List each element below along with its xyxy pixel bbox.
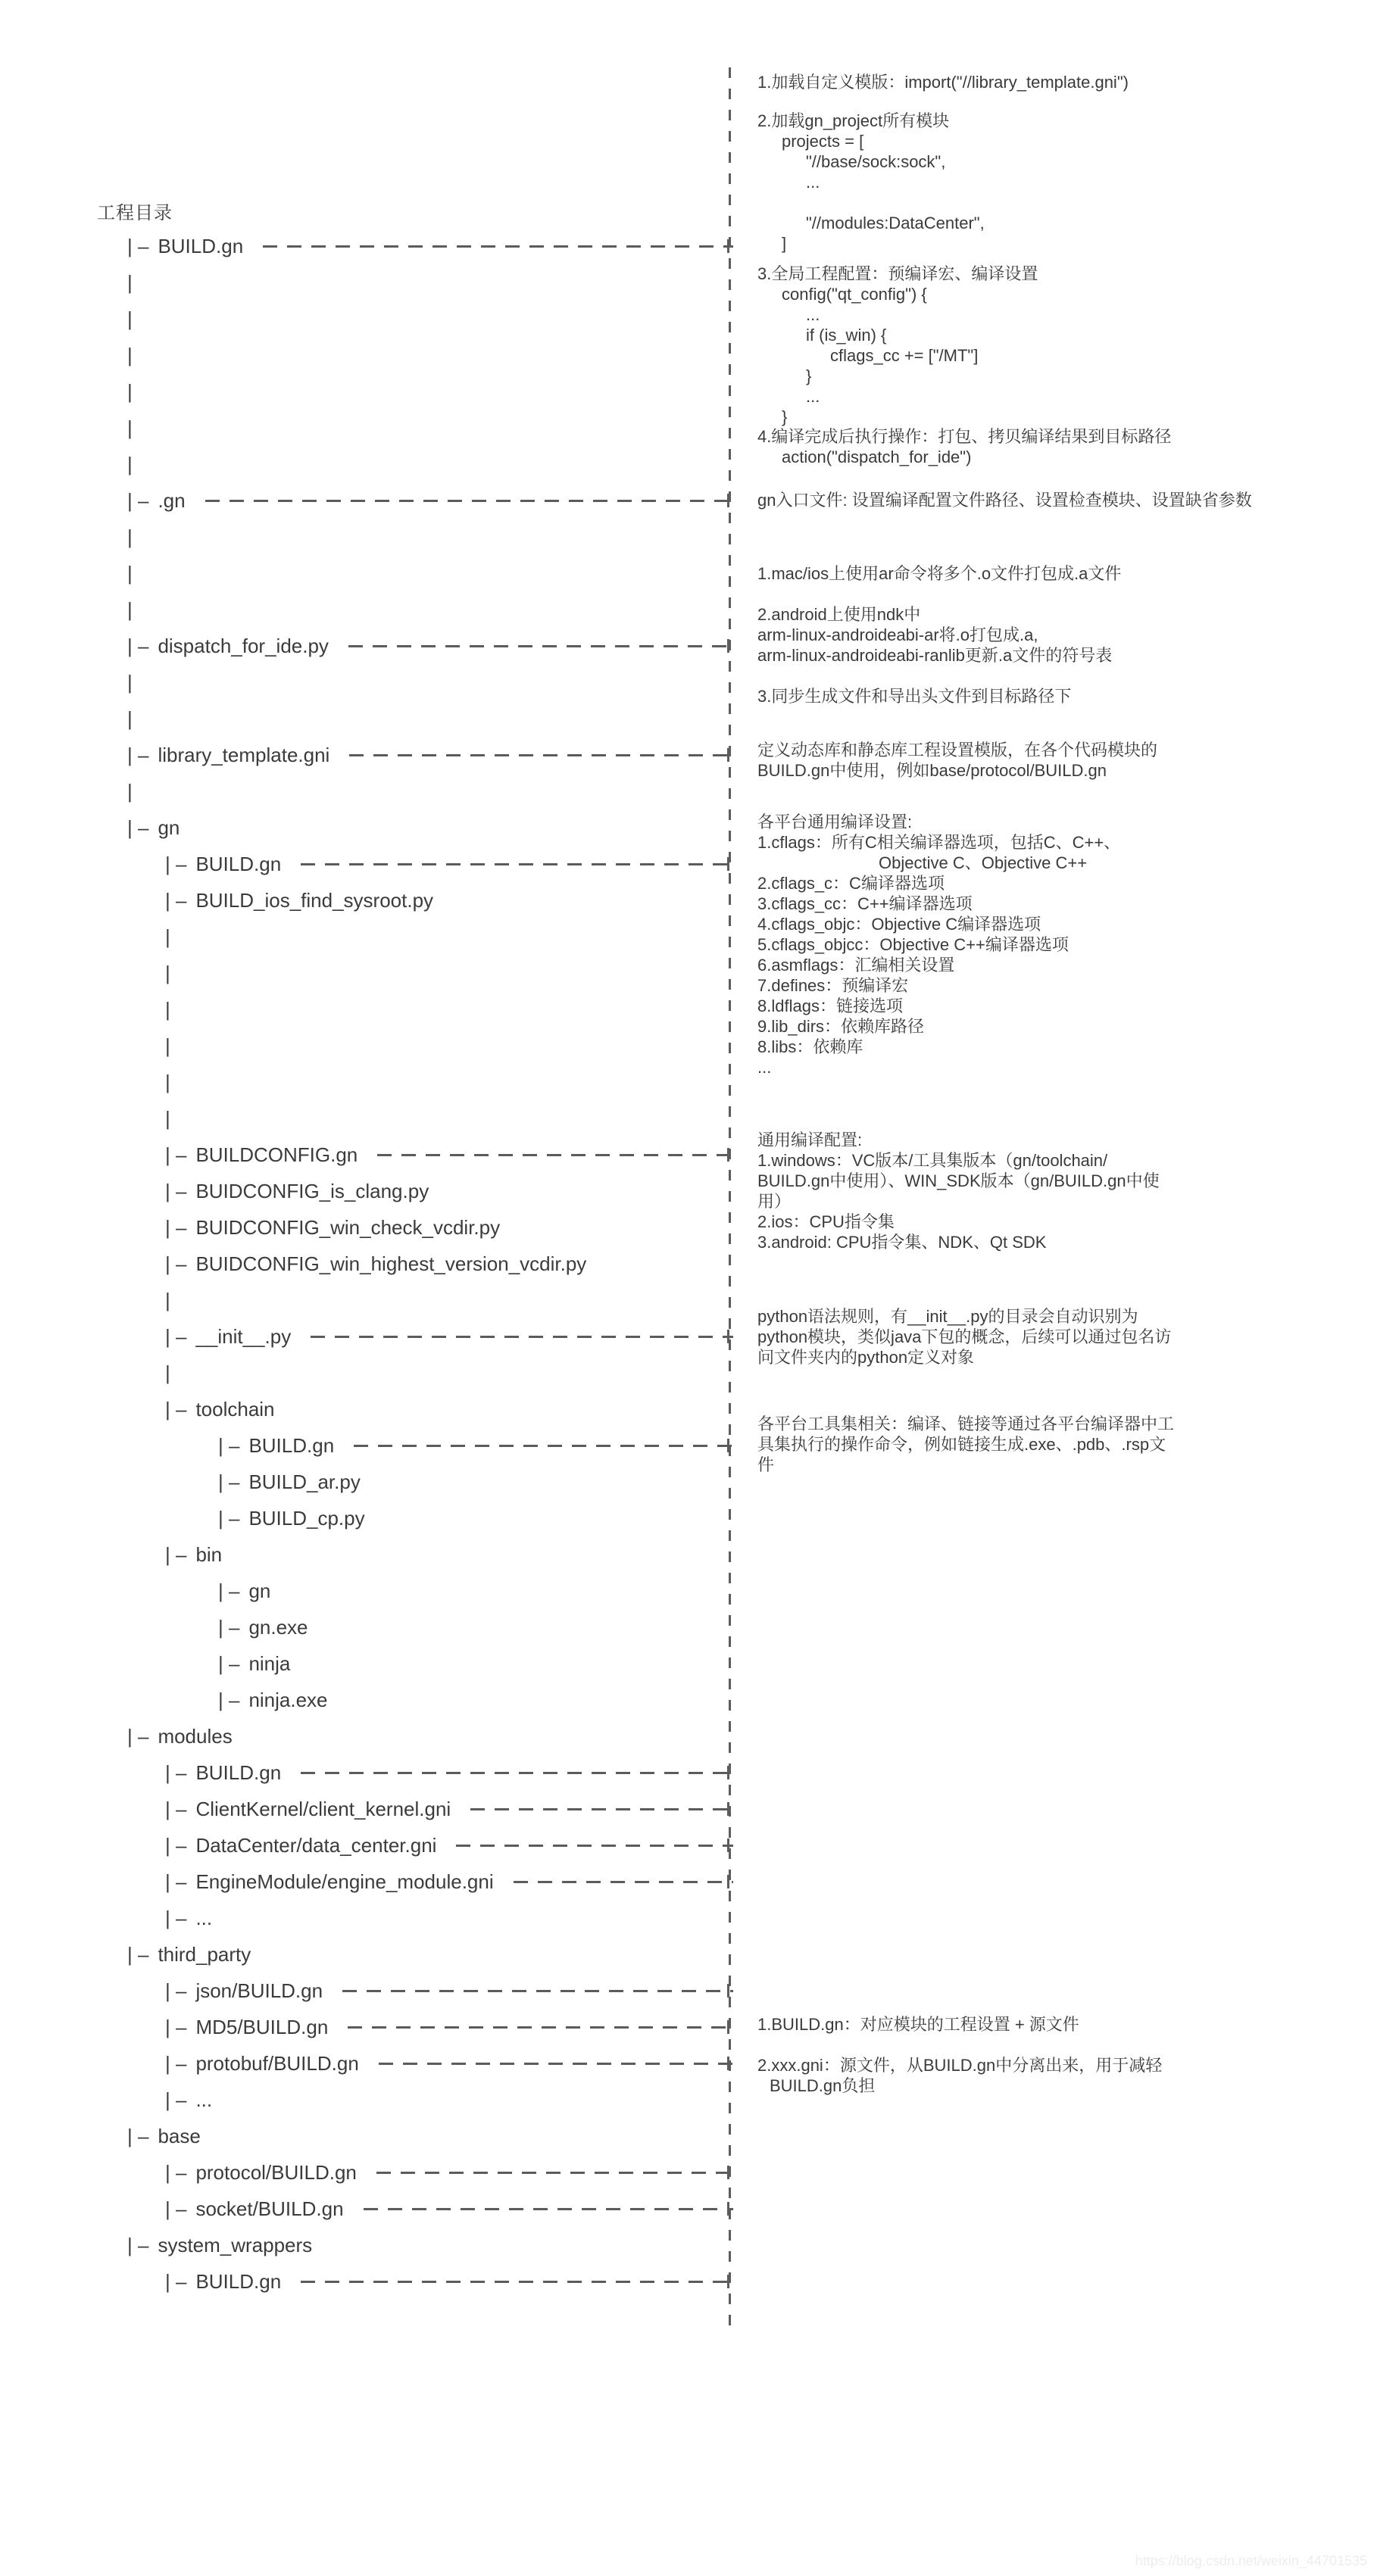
- tree-branch-glyph: | –: [127, 816, 149, 839]
- annotation-line: python语法规则，有__init__.py的目录会自动识别为: [757, 1307, 1138, 1326]
- tree-item-label: ninja: [248, 1651, 291, 1675]
- annotation-line: 件: [757, 1455, 775, 1474]
- tree-item-label: protobuf/BUILD.gn: [195, 2051, 359, 2075]
- tree-branch-glyph: | –: [127, 488, 149, 512]
- connector-dashed-line: [348, 2026, 733, 2029]
- annotation-line: "//base/sock:sock",: [806, 152, 946, 171]
- tree-branch-glyph: | –: [165, 1906, 187, 1929]
- tree-branch-glyph: | –: [165, 1179, 187, 1202]
- tree-item-gn: [218, 1578, 270, 1604]
- annotation-block: [757, 490, 1252, 510]
- tree-item-init-py: [165, 1324, 733, 1349]
- tree-branch-glyph: | –: [218, 1579, 240, 1602]
- tree-item-label: BUILD.gn: [248, 1433, 335, 1457]
- annotation-line: 1.windows：VC版本/工具集版本（gn/toolchain/: [757, 1151, 1108, 1170]
- tree-item-label: BUIDCONFIG_win_highest_version_vcdir.py: [195, 1252, 587, 1275]
- connector-terminator: [727, 2202, 729, 2216]
- connector-dashed-line: [301, 1772, 733, 1774]
- connector-dashed-line: [364, 2208, 733, 2210]
- annotation-line: 2.xxx.gni：源文件，从BUILD.gn中分离出来，用于减轻: [757, 2056, 1163, 2075]
- tree-branch-glyph: |: [127, 706, 133, 730]
- annotation-line: }: [782, 407, 788, 426]
- tree-branch-bar: [165, 924, 180, 950]
- tree-branch-glyph: | –: [165, 2051, 187, 2075]
- tree-item-label: ...: [195, 1906, 213, 1929]
- tree-item-buidconfig-win-check-vcdir-py: [165, 1215, 500, 1240]
- annotation-line: 定义动态库和静态库工程设置模版，在各个代码模块的: [757, 741, 1158, 759]
- annotation-line: 具集执行的操作命令，例如链接生成.exe、.pdb、.rsp文: [757, 1435, 1166, 1454]
- tree-item-label: BUILD_cp.py: [248, 1506, 365, 1530]
- tree-item-label: BUILD.gn: [195, 2269, 282, 2293]
- tree-branch-glyph: | –: [165, 2269, 187, 2293]
- tree-branch-bar: [127, 560, 142, 586]
- tree-branch-bar: [127, 597, 142, 622]
- tree-item-label: ninja.exe: [248, 1688, 328, 1711]
- tree-item-label: ClientKernel/client_kernel.gni: [195, 1797, 451, 1820]
- tree-branch-glyph: | –: [165, 1215, 187, 1239]
- connector-dashed-line: [349, 754, 733, 756]
- tree-branch-glyph: | –: [218, 1688, 240, 1711]
- annotation-block: [757, 2014, 1162, 2096]
- annotation-line: BUILD.gn中使用）、WIN_SDK版本（gn/BUILD.gn中使: [757, 1171, 1160, 1190]
- tree-branch-glyph: | –: [218, 1651, 240, 1675]
- annotation-line: 4.cflags_objc：Objective C编译器选项: [757, 915, 1041, 934]
- annotation-line: 1.加载自定义模版：import("//library_template.gni"): [757, 73, 1129, 92]
- connector-terminator: [727, 2057, 729, 2070]
- connector-terminator: [727, 639, 729, 653]
- connector-dashed-line: [263, 245, 733, 248]
- annotation-line: arm-linux-androideabi-ar将.o打包成.a,: [757, 625, 1038, 644]
- tree-branch-glyph: |: [165, 1106, 170, 1130]
- tree-item-dispatch-for-ide-py: [127, 633, 733, 659]
- tree-branch-bar: [127, 778, 142, 804]
- annotation-block: [757, 264, 1038, 427]
- tree-item-toolchain: [165, 1396, 275, 1422]
- tree-branch-glyph: |: [127, 379, 133, 403]
- tree-item-md5-build-gn: [165, 2014, 733, 2040]
- tree-branch-glyph: | –: [165, 1833, 187, 1857]
- tree-item-label: bin: [195, 1542, 223, 1566]
- tree-branch-glyph: | –: [165, 2160, 187, 2184]
- annotation-line: 1.BUILD.gn：对应模块的工程设置 + 源文件: [757, 2015, 1079, 2034]
- tree-item-datacenter-data-center-gni: [165, 1832, 733, 1858]
- connector-dashed-line: [348, 645, 733, 647]
- connector-dashed-line: [514, 1881, 733, 1883]
- tree-item-label: json/BUILD.gn: [195, 1979, 323, 2002]
- annotation-line: config("qt_config") {: [782, 285, 927, 304]
- annotation-line: 3.android: CPU指令集、NDK、Qt SDK: [757, 1233, 1047, 1252]
- annotation-line: 6.asmflags：汇编相关设置: [757, 956, 955, 975]
- connector-dashed-line: [379, 2063, 733, 2065]
- annotation-line: ...: [806, 173, 820, 192]
- tree-branch-bar: [127, 706, 142, 731]
- annotation-line: Objective C、Objective C++: [879, 853, 1088, 872]
- tree-item-label: socket/BUILD.gn: [195, 2197, 344, 2220]
- annotation-line: 2.cflags_c：C编译器选项: [757, 874, 945, 893]
- annotation-line: 2.加载gn_project所有模块: [757, 111, 950, 130]
- connector-terminator: [727, 1148, 729, 1162]
- tree-item-gn: [127, 815, 180, 840]
- connector-dashed-line: [377, 1154, 733, 1156]
- annotation-line: 通用编译配置:: [757, 1131, 863, 1149]
- tree-item-buildconfig-gn: [165, 1142, 733, 1168]
- tree-item-clientkernel-client-kernel-gni: [165, 1796, 733, 1822]
- tree-branch-glyph: |: [127, 525, 133, 548]
- tree-item-ninja: [218, 1651, 290, 1676]
- tree-item-build-ios-find-sysroot-py: [165, 887, 433, 913]
- tree-item-label: __init__.py: [195, 1324, 292, 1348]
- tree-branch-glyph: | –: [165, 1979, 187, 2002]
- annotation-line: 9.lib_dirs：依赖库路径: [757, 1017, 925, 1036]
- tree-item-buidconfig-win-highest-version-vcdir-py: [165, 1251, 586, 1277]
- tree-branch-glyph: |: [127, 416, 133, 439]
- tree-branch-bar: [165, 1287, 180, 1313]
- tree-branch-glyph: | –: [218, 1433, 240, 1457]
- connector-terminator: [727, 2020, 729, 2034]
- tree-branch-glyph: | –: [127, 2124, 149, 2147]
- tree-branch-glyph: | –: [127, 234, 149, 257]
- tree-branch-glyph: |: [127, 597, 133, 621]
- tree-branch-bar: [127, 669, 142, 695]
- connector-terminator: [727, 1439, 729, 1452]
- tree-branch-glyph: | –: [127, 743, 149, 766]
- annotation-line: action("dispatch_for_ide"): [782, 448, 972, 466]
- tree-branch-glyph: | –: [218, 1615, 240, 1639]
- tree-branch-bar: [127, 270, 142, 295]
- annotation-line: 8.libs：依赖库: [757, 1037, 863, 1056]
- tree-item-build-ar-py: [218, 1469, 361, 1495]
- tree-branch-glyph: | –: [165, 1542, 187, 1566]
- tree-branch-glyph: |: [127, 270, 133, 294]
- tree-branch-glyph: |: [165, 1070, 170, 1093]
- annotation-line: 问文件夹内的python定义对象: [757, 1348, 975, 1367]
- tree-branch-glyph: |: [127, 343, 133, 366]
- tree-branch-glyph: |: [127, 561, 133, 585]
- tree-branch-glyph: | –: [127, 634, 149, 657]
- annotation-line: 2.android上使用ndk中: [757, 605, 921, 624]
- annotation-block: [757, 1130, 1160, 1252]
- annotation-line: ]: [782, 234, 787, 253]
- tree-branch-glyph: | –: [127, 2233, 149, 2256]
- annotation-block: [757, 111, 985, 254]
- connector-terminator: [727, 1766, 729, 1779]
- annotation-block: [757, 72, 1129, 92]
- annotation-line: ...: [806, 387, 820, 406]
- annotation-line: BUILD.gn负担: [770, 2076, 876, 2095]
- annotation-line: 3.同步生成文件和导出头文件到目标路径下: [757, 687, 1072, 706]
- tree-item-build-gn: [165, 2269, 733, 2294]
- tree-item-label: dispatch_for_ide.py: [158, 634, 329, 657]
- tree-branch-bar: [127, 524, 142, 550]
- tree-item-label: BUIDCONFIG_is_clang.py: [195, 1179, 429, 1202]
- connector-terminator: [727, 1875, 729, 1888]
- annotation-line: "//modules:DataCenter",: [806, 214, 985, 232]
- tree-branch-glyph: | –: [165, 2197, 187, 2220]
- tree-item-label: gn: [248, 1579, 271, 1602]
- watermark: https://blog.csdn.net/weixin_44701535: [1135, 2553, 1367, 2568]
- tree-item-gn-exe: [218, 1614, 308, 1640]
- connector-terminator: [727, 239, 729, 253]
- tree-branch-glyph: |: [165, 1034, 170, 1057]
- tree-branch-glyph: | –: [165, 1797, 187, 1820]
- tree-item-label: modules: [158, 1724, 233, 1748]
- annotation-line: 7.defines：预编译宏: [757, 976, 909, 995]
- annotation-line: python模块，类似java下包的概念，后续可以通过包名访: [757, 1327, 1172, 1346]
- tree-branch-bar: [165, 1360, 180, 1386]
- connector-terminator: [727, 2166, 729, 2179]
- annotation-line: ...: [806, 305, 820, 324]
- annotation-line: 各平台通用编译设置:: [757, 812, 913, 831]
- tree-branch-glyph: | –: [165, 1143, 187, 1166]
- connector-terminator: [727, 1330, 729, 1343]
- annotation-line: }: [806, 366, 812, 385]
- tree-branch-glyph: | –: [127, 1942, 149, 1966]
- tree-item-socket-build-gn: [165, 2196, 733, 2222]
- tree-item-protocol-build-gn: [165, 2160, 733, 2185]
- tree-item-label: ...: [195, 2088, 213, 2111]
- tree-item-label: BUILD.gn: [195, 1760, 282, 1784]
- annotation-line: projects = [: [782, 132, 864, 151]
- tree-item-ninja-exe: [218, 1687, 328, 1713]
- tree-branch-glyph: | –: [165, 1760, 187, 1784]
- page-title: 工程目录: [97, 203, 173, 223]
- annotation-line: 8.ldflags：链接选项: [757, 996, 903, 1015]
- annotation-line: 1.cflags：所有C相关编译器选项，包括C、C++、: [757, 833, 1121, 852]
- tree-item-third-party: [127, 1941, 251, 1967]
- annotation-line: 3.全局工程配置：预编译宏、编译设置: [757, 264, 1038, 283]
- annotation-line: arm-linux-androideabi-ranlib更新.a文件的符号表: [757, 646, 1113, 665]
- tree-branch-glyph: |: [165, 997, 170, 1021]
- tree-branch-glyph: |: [165, 961, 170, 984]
- annotation-line: 3.cflags_cc：C++编译器选项: [757, 894, 973, 913]
- tree-item-bin: [165, 1542, 222, 1567]
- annotation-line: 2.ios：CPU指令集: [757, 1212, 895, 1231]
- tree-branch-bar: [127, 379, 142, 404]
- connector-terminator: [727, 2275, 729, 2288]
- tree-branch-glyph: | –: [165, 1870, 187, 1893]
- tree-item-build-gn: [127, 233, 733, 259]
- connector-dashed-line: [456, 1845, 733, 1847]
- connector-dashed-line: [311, 1336, 733, 1338]
- tree-item-label: BUILDCONFIG.gn: [195, 1143, 358, 1166]
- tree-item-build-gn: [218, 1433, 733, 1458]
- connector-dashed-line: [354, 1445, 733, 1447]
- tree-branch-glyph: |: [127, 452, 133, 476]
- tree-branch-bar: [165, 996, 180, 1022]
- tree-branch-glyph: |: [165, 925, 170, 948]
- tree-item-label: third_party: [158, 1942, 251, 1966]
- tree-branch-glyph: | –: [165, 1252, 187, 1275]
- connector-dashed-line: [342, 1990, 733, 1992]
- connector-dashed-line: [301, 2281, 733, 2283]
- annotation-line: gn入口文件: 设置编译配置文件路径、设置检查模块、设置缺省参数: [757, 491, 1252, 510]
- annotation-block: [757, 740, 1157, 781]
- connector-dashed-line: [376, 2172, 733, 2174]
- tree-branch-bar: [165, 1106, 180, 1131]
- annotation-line: [757, 666, 1121, 686]
- tree-item-modules: [127, 1723, 233, 1749]
- tree-item-protobuf-build-gn: [165, 2051, 733, 2076]
- tree-item-build-gn: [165, 1760, 733, 1785]
- tree-item-label: protocol/BUILD.gn: [195, 2160, 357, 2184]
- connector-dashed-line: [470, 1808, 733, 1810]
- tree-item-gn: [127, 488, 733, 513]
- tree-branch-glyph: | –: [165, 1324, 187, 1348]
- tree-branch-glyph: |: [127, 307, 133, 330]
- annotation-line: cflags_cc += ["/MT"]: [830, 346, 979, 365]
- tree-item-json-build-gn: [165, 1978, 733, 2004]
- annotation-line: ...: [757, 1058, 772, 1077]
- tree-branch-glyph: |: [127, 670, 133, 694]
- tree-item-label: library_template.gni: [158, 743, 330, 766]
- tree-item-enginemodule-engine-module-gni: [165, 1869, 733, 1895]
- tree-branch-glyph: | –: [165, 2088, 187, 2111]
- tree-item-label: gn: [158, 816, 180, 839]
- tree-item-label: BUIDCONFIG_win_check_vcdir.py: [195, 1215, 501, 1239]
- tree-item-label: BUILD.gn: [158, 234, 244, 257]
- tree-branch-bar: [165, 960, 180, 986]
- connector-terminator: [727, 1802, 729, 1816]
- tree-item-label: BUILD_ar.py: [248, 1470, 361, 1493]
- tree-item-system-wrappers: [127, 2232, 312, 2258]
- tree-item-build-cp-py: [218, 1505, 365, 1531]
- annotation-block: [757, 1414, 1174, 1475]
- annotation-line: 1.mac/ios上使用ar命令将多个.o文件打包成.a文件: [757, 564, 1122, 583]
- annotation-line: 5.cflags_objcc：Objective C++编译器选项: [757, 935, 1069, 954]
- annotation-line: 各平台工具集相关：编译、链接等通过各平台编译器中工: [757, 1414, 1175, 1433]
- tree-branch-bar: [127, 451, 142, 477]
- annotation-block: [757, 563, 1121, 706]
- tree-branch-glyph: | –: [127, 1724, 149, 1748]
- annotation-line: BUILD.gn中使用，例如base/protocol/BUILD.gn: [757, 761, 1107, 780]
- tree-branch-glyph: | –: [165, 852, 187, 875]
- tree-branch-glyph: |: [165, 1288, 170, 1311]
- tree-branch-glyph: | –: [218, 1506, 240, 1530]
- connector-dashed-line: [205, 500, 733, 502]
- annotation-line: if (is_win) {: [806, 326, 887, 345]
- annotation-block: [757, 426, 1171, 467]
- tree-item-build-gn: [165, 851, 733, 877]
- annotation-line: [757, 192, 985, 213]
- connector-dashed-line: [301, 863, 733, 865]
- tree-branch-bar: [127, 415, 142, 441]
- tree-item-library-template-gni: [127, 742, 733, 768]
- tree-branch-glyph: | –: [218, 1470, 240, 1493]
- tree-item-label: base: [158, 2124, 201, 2147]
- tree-item-buidconfig-is-clang-py: [165, 1178, 429, 1204]
- tree-branch-bar: [165, 1069, 180, 1095]
- connector-terminator: [727, 1984, 729, 1997]
- annotation-block: [757, 1306, 1171, 1368]
- tree-item-label: BUILD_ios_find_sysroot.py: [195, 888, 434, 912]
- tree-item-label: BUILD.gn: [195, 852, 282, 875]
- tree-branch-glyph: | –: [165, 1397, 187, 1421]
- annotation-line: 4.编译完成后执行操作：打包、拷贝编译结果到目标路径: [757, 427, 1172, 446]
- tree-branch-glyph: |: [127, 779, 133, 803]
- tree-item-label: system_wrappers: [158, 2233, 313, 2256]
- connector-terminator: [727, 857, 729, 871]
- tree-branch-bar: [165, 1033, 180, 1059]
- annotation-line: 用）: [757, 1192, 792, 1211]
- connector-terminator: [727, 1838, 729, 1852]
- annotation-line: [757, 2035, 1162, 2055]
- tree-item-label: MD5/BUILD.gn: [195, 2015, 329, 2038]
- tree-branch-bar: [127, 342, 142, 368]
- tree-item-label: EngineModule/engine_module.gni: [195, 1870, 494, 1893]
- tree-branch-glyph: | –: [165, 2015, 187, 2038]
- tree-item-base: [127, 2123, 201, 2149]
- connector-terminator: [727, 494, 729, 507]
- annotation-line: [757, 584, 1121, 604]
- tree-branch-glyph: |: [165, 1361, 170, 1384]
- tree-item-dots: [165, 1905, 212, 1931]
- tree-item-label: gn.exe: [248, 1615, 308, 1639]
- annotation-block: [757, 812, 1120, 1077]
- tree-item-label: toolchain: [195, 1397, 275, 1421]
- connector-terminator: [727, 748, 729, 762]
- tree-item-label: DataCenter/data_center.gni: [195, 1833, 437, 1857]
- tree-branch-glyph: | –: [165, 888, 187, 912]
- tree-branch-bar: [127, 306, 142, 332]
- tree-item-dots: [165, 2087, 212, 2113]
- tree-item-label: .gn: [158, 488, 186, 512]
